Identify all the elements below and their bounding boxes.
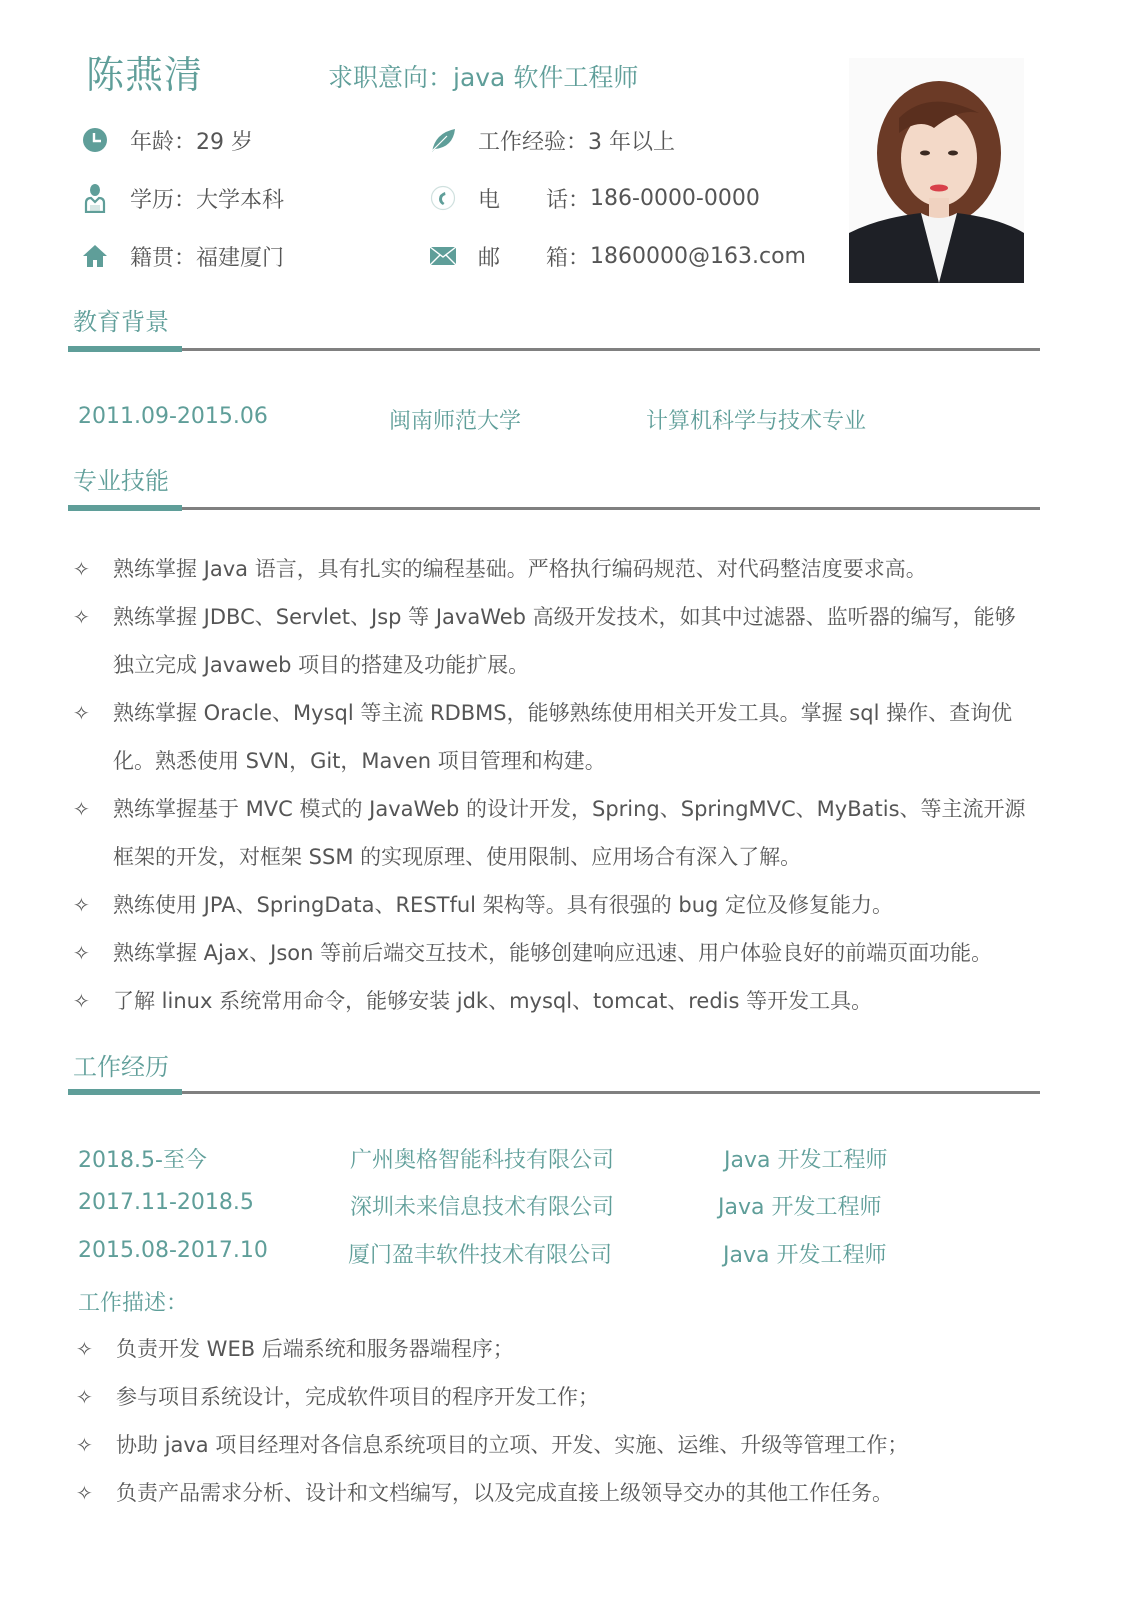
info-email: 邮 箱： 1860000@163.com <box>428 236 806 276</box>
section-title-skills: 专业技能 <box>73 467 169 495</box>
section-rule <box>68 1091 1040 1094</box>
info-education: 学历： 大学本科 <box>80 178 284 218</box>
job-role: Java 开发工程师 <box>723 1243 887 1268</box>
skill-item: ✧ 熟练使用 JPA、SpringData、RESTful 架构等。具有很强的 bug 定位及修复能力。 <box>73 881 1033 929</box>
education-school: 闽南师范大学 <box>389 409 522 434</box>
work-desc-item: ✧ 负责开发 WEB 后端系统和服务器端程序； <box>76 1325 1036 1373</box>
job-row <box>0 1190 1131 1220</box>
sparkle-bullet-icon: ✧ <box>73 701 90 725</box>
sparkle-bullet-icon: ✧ <box>73 797 90 821</box>
leaf-icon <box>428 125 458 155</box>
sparkle-bullet-icon: ✧ <box>76 1385 93 1409</box>
sparkle-bullet-icon: ✧ <box>76 1481 93 1505</box>
info-phone: 电 话： 186-0000-0000 <box>428 178 806 218</box>
work-desc-item: ✧ 负责产品需求分析、设计和文档编写，以及完成直接上级领导交办的其他工作任务。 <box>76 1469 1036 1517</box>
work-desc-item: ✧ 参与项目系统设计，完成软件项目的程序开发工作； <box>76 1373 1036 1421</box>
job-role: Java 开发工程师 <box>724 1148 888 1173</box>
sparkle-bullet-icon: ✧ <box>76 1337 93 1361</box>
skill-item: ✧ 熟练掌握 Oracle、Mysql 等主流 RDBMS，能够熟练使用相关开发工具。掌握 sql 操作、查询优化。熟悉使用 SVN，Git，Maven 项目管理和构建。 <box>73 689 1033 785</box>
job-period: 2015.08-2017.10 <box>78 1238 268 1263</box>
skills-list <box>73 545 1033 1025</box>
section-rule-accent <box>68 346 182 352</box>
section-rule <box>68 348 1040 351</box>
education-row <box>0 404 1131 434</box>
skill-item: ✧ 熟练掌握 Ajax、Json 等前后端交互技术，能够创建响应迅速、用户体验良好的前端页面功能。 <box>73 929 1033 977</box>
work-desc-list <box>76 1325 1036 1517</box>
sparkle-bullet-icon: ✧ <box>73 989 90 1013</box>
job-company: 广州奥格智能科技有限公司 <box>350 1148 615 1173</box>
section-title-education: 教育背景 <box>73 308 169 336</box>
sparkle-bullet-icon: ✧ <box>73 605 90 629</box>
job-intent: 求职意向：java 软件工程师 <box>328 63 639 92</box>
education-major: 计算机科学与技术专业 <box>646 409 867 434</box>
job-role: Java 开发工程师 <box>718 1195 882 1220</box>
info-hometown: 籍贯： 福建厦门 <box>80 236 284 276</box>
section-rule-accent <box>68 505 182 511</box>
candidate-name: 陈燕清 <box>86 53 204 97</box>
info-right <box>428 120 806 276</box>
clock-icon <box>80 125 110 155</box>
skill-item: ✧ 了解 linux 系统常用命令，能够安装 jdk、mysql、tomcat、redis 等开发工具。 <box>73 977 1033 1025</box>
person-icon <box>80 183 110 213</box>
sparkle-bullet-icon: ✧ <box>73 941 90 965</box>
sparkle-bullet-icon: ✧ <box>76 1433 93 1457</box>
phone-icon <box>428 183 458 213</box>
home-icon <box>80 241 110 271</box>
section-rule-accent <box>68 1089 182 1095</box>
job-company: 深圳未来信息技术有限公司 <box>350 1195 615 1220</box>
work-desc-item: ✧ 协助 java 项目经理对各信息系统项目的立项、开发、实施、运维、升级等管理工作； <box>76 1421 1036 1469</box>
job-period: 2018.5-至今 <box>78 1148 207 1173</box>
sparkle-bullet-icon: ✧ <box>73 557 90 581</box>
section-rule <box>68 507 1040 510</box>
section-title-work: 工作经历 <box>73 1053 169 1081</box>
job-row <box>0 1238 1131 1268</box>
work-desc-title: 工作描述： <box>78 1291 189 1316</box>
skill-item: ✧ 熟练掌握 JDBC、Servlet、Jsp 等 JavaWeb 高级开发技术，如其中过滤器、监听器的编写，能够独立完成 Javaweb 项目的搭建及功能扩展。 <box>73 593 1033 689</box>
mail-icon <box>428 241 458 271</box>
sparkle-bullet-icon: ✧ <box>73 893 90 917</box>
education-period: 2011.09-2015.06 <box>78 404 268 429</box>
job-company: 厦门盈丰软件技术有限公司 <box>348 1243 613 1268</box>
job-row <box>0 1143 1131 1173</box>
info-experience: 工作经验： 3 年以上 <box>428 120 806 160</box>
job-period: 2017.11-2018.5 <box>78 1190 254 1215</box>
skill-item: ✧ 熟练掌握 Java 语言，具有扎实的编程基础。严格执行编码规范、对代码整洁度要求高。 <box>73 545 1033 593</box>
info-left <box>80 120 284 276</box>
profile-photo <box>849 58 1024 283</box>
info-age: 年龄： 29 岁 <box>80 120 284 160</box>
skill-item: ✧ 熟练掌握基于 MVC 模式的 JavaWeb 的设计开发，Spring、SpringMVC、MyBatis、等主流开源框架的开发，对框架 SSM 的实现原理、使用限制、应用场合有深入了解。 <box>73 785 1033 881</box>
